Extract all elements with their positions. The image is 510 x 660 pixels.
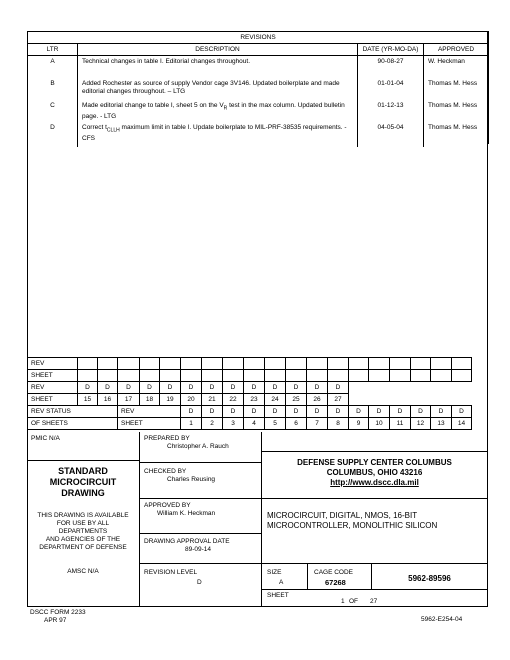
- revisions-table: [27, 31, 489, 144]
- col-description: DESCRIPTION: [78, 44, 358, 56]
- sheet-cell: 27: [328, 394, 349, 406]
- sheet-cell: 9: [349, 418, 369, 430]
- rev-cell: D: [265, 382, 286, 394]
- rev-cell: D: [244, 382, 265, 394]
- rev-cell: D: [307, 406, 328, 418]
- rev-date: 90-08-27: [358, 56, 424, 79]
- rev-ltr: B: [28, 78, 78, 100]
- of-sheets-label: OF SHEETS: [28, 418, 118, 430]
- rev-cell: D: [286, 406, 307, 418]
- rev-approved: Thomas M. Hess: [424, 122, 489, 144]
- sheet-cell: 23: [244, 394, 265, 406]
- sheet-cell: 21: [202, 394, 223, 406]
- document-code: 5962-E254-04: [421, 616, 463, 623]
- sheet-cell: 13: [431, 418, 452, 430]
- drawing-number: 5962-89596: [408, 574, 451, 583]
- agency-url-link[interactable]: http://www.dscc.dla.mil: [330, 478, 419, 487]
- rev-cell: D: [431, 406, 452, 418]
- drawing-label: DRAWING: [61, 488, 105, 498]
- cage-code-label: CAGE CODE: [314, 569, 354, 576]
- availability-line: THIS DRAWING IS AVAILABLE: [37, 512, 129, 519]
- prepared-by-label: PREPARED BY: [144, 435, 190, 442]
- rev-cell: D: [411, 406, 431, 418]
- form-date: APR 97: [44, 617, 67, 624]
- rev-desc: Correct $t_{CLLH}$ maximum limit in table I. Update boilerplate to MIL-PRF-38535 requirements. - CFS: [78, 122, 358, 144]
- rev-date: 01-01-04: [358, 78, 424, 100]
- approval-date: 89-09-14: [185, 546, 212, 553]
- sheet-cell: 22: [223, 394, 244, 406]
- sheet-cell: 6: [286, 418, 307, 430]
- lower-rev-label: REV: [118, 406, 181, 418]
- rev-cell: D: [160, 382, 181, 394]
- rev-cell: D: [307, 382, 328, 394]
- rev-cell: D: [265, 406, 286, 418]
- form-number: DSCC FORM 2233: [30, 609, 86, 616]
- sheet-cell: 11: [390, 418, 411, 430]
- microcircuit-label: MICROCIRCUIT: [49, 477, 117, 487]
- approved-by-label: APPROVED BY: [144, 502, 191, 509]
- sheet-status-table: [27, 357, 491, 430]
- sheet-cell: 26: [307, 394, 328, 406]
- agency-name: DEFENSE SUPPLY CENTER COLUMBUS: [297, 458, 452, 467]
- rev-cell: D: [390, 406, 411, 418]
- rev-cell: D: [349, 406, 369, 418]
- revision-row: [28, 122, 489, 144]
- sheet-cell: 5: [265, 418, 286, 430]
- sheet-cell: 19: [160, 394, 181, 406]
- rev-cell: D: [118, 382, 140, 394]
- sheet-cell: 3: [223, 418, 244, 430]
- standard-label: STANDARD: [58, 466, 108, 476]
- sheet-cell: 1: [181, 418, 202, 430]
- size-value: A: [279, 579, 284, 586]
- rev-cell: D: [98, 382, 118, 394]
- revision-row: [28, 78, 489, 100]
- availability-line: FOR USE BY ALL: [56, 520, 110, 527]
- sheet-cell: 4: [244, 418, 265, 430]
- rev-label: REV: [28, 382, 78, 394]
- agency-city: COLUMBUS, OHIO 43216: [326, 468, 423, 477]
- sheet-cell: 18: [140, 394, 160, 406]
- rev-desc: Added Rochester as source of supply Vendor cage 3V146. Updated boilerplate and made editorial changes throughout. – LTG: [78, 78, 358, 100]
- revision-level-label: REVISION LEVEL: [144, 569, 198, 576]
- availability-line: AND AGENCIES OF THE: [45, 536, 121, 543]
- sheet-cell: 25: [286, 394, 307, 406]
- of-label: OF: [349, 598, 359, 605]
- rev-ltr: C: [28, 100, 78, 122]
- title-block: [27, 432, 488, 607]
- sheet-cell: 14: [452, 418, 472, 430]
- rev-ltr: D: [28, 122, 78, 144]
- sheet-cell: 10: [369, 418, 390, 430]
- checked-by-label: CHECKED BY: [144, 468, 187, 475]
- col-ltr: LTR: [28, 44, 78, 56]
- sheet-cell: 15: [78, 394, 98, 406]
- approval-date-label: DRAWING APPROVAL DATE: [144, 538, 230, 545]
- rev-cell: D: [223, 406, 244, 418]
- rev-cell: D: [181, 406, 202, 418]
- col-approved: APPROVED: [424, 44, 489, 56]
- sheet-cell: 2: [202, 418, 223, 430]
- rev-label: REV: [28, 358, 78, 370]
- rev-cell: D: [202, 382, 223, 394]
- rev-cell: D: [452, 406, 472, 418]
- rev-cell: D: [181, 382, 202, 394]
- checked-by-name: Charles Reusing: [167, 476, 216, 483]
- rev-cell: D: [202, 406, 223, 418]
- sheet-number: 1: [341, 598, 345, 605]
- rev-approved: W. Heckman: [424, 56, 489, 79]
- rev-cell: D: [286, 382, 307, 394]
- drawing-description-line: MICROCIRCUIT, DIGITAL, NMOS, 16-BIT: [267, 511, 418, 520]
- col-date: DATE (YR-MO-DA): [358, 44, 424, 56]
- rev-cell: D: [140, 382, 160, 394]
- sheet-cell: 16: [98, 394, 118, 406]
- rev-cell: D: [223, 382, 244, 394]
- sheet-cell: 24: [265, 394, 286, 406]
- sheet-total: 27: [370, 598, 378, 605]
- sheet-cell: 12: [411, 418, 431, 430]
- sheet-cell: 17: [118, 394, 140, 406]
- revision-blank-area: [27, 143, 488, 357]
- availability-line: DEPARTMENTS: [58, 528, 108, 535]
- sheet-label: SHEET: [28, 370, 78, 382]
- rev-cell: D: [78, 382, 98, 394]
- revision-level: D: [197, 579, 202, 586]
- rev-cell: D: [244, 406, 265, 418]
- prepared-by-name: Christopher A. Rauch: [167, 443, 229, 450]
- sheet-cell: 7: [307, 418, 328, 430]
- rev-date: 01-12-13: [358, 100, 424, 122]
- rev-desc: Technical changes in table I. Editorial changes throughout.: [78, 56, 358, 79]
- size-label: SIZE: [267, 569, 282, 576]
- rev-cell: D: [328, 406, 349, 418]
- rev-ltr: A: [28, 56, 78, 79]
- sheet-cell: 8: [328, 418, 349, 430]
- rev-desc: Made editorial change to table I, sheet 5 on the $V_R$ test in the max column. Updated bulletin page. - LTG: [78, 100, 358, 122]
- rev-date: 04-05-04: [358, 122, 424, 144]
- sheet-cell: 20: [181, 394, 202, 406]
- revision-row: [28, 56, 489, 79]
- revision-row: [28, 100, 489, 122]
- revisions-heading: REVISIONS: [28, 32, 489, 44]
- approved-by-name: William K. Heckman: [157, 510, 216, 517]
- pmic-label: PMIC N/A: [31, 435, 60, 442]
- sheet-label: SHEET: [267, 592, 289, 599]
- amsc-label: AMSC N/A: [67, 568, 99, 575]
- rev-status-label: REV STATUS: [28, 406, 118, 418]
- rev-cell: D: [328, 382, 349, 394]
- drawing-description-line: MICROCONTROLLER, MONOLITHIC SILICON: [267, 521, 438, 530]
- rev-approved: Thomas M. Hess: [424, 78, 489, 100]
- cage-code: 67268: [325, 578, 346, 587]
- availability-line: DEPARTMENT OF DEFENSE: [39, 544, 127, 551]
- rev-cell: D: [369, 406, 390, 418]
- sheet-label: SHEET: [28, 394, 78, 406]
- lower-sheet-label: SHEET: [118, 418, 181, 430]
- rev-approved: Thomas M. Hess: [424, 100, 489, 122]
